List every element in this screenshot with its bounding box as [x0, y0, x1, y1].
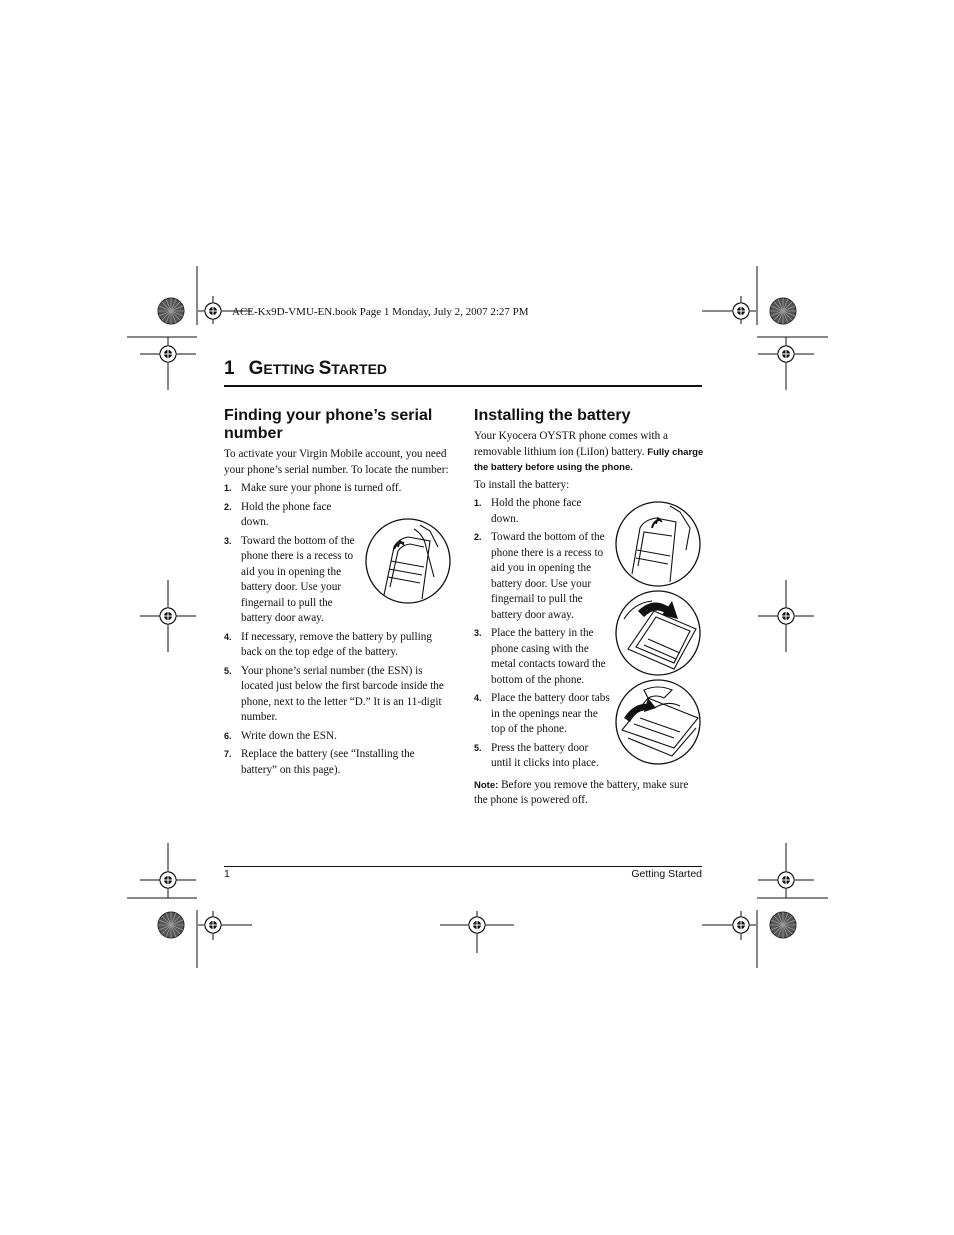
chapter-title-initial-2: S: [318, 358, 332, 379]
chapter-title-rest-1: ETTING: [263, 361, 319, 377]
phone-back-illustration: [364, 517, 452, 605]
section-heading-battery: Installing the battery: [474, 407, 631, 424]
chapter-title-initial-1: G: [248, 358, 264, 379]
chapter-title: [224, 358, 387, 380]
footer-section-title: Getting Started: [631, 868, 702, 880]
list-item: 4. Place the battery door tabs in the openings near the top of the phone.: [474, 692, 610, 735]
battery-intro: Your Kyocera OYSTR phone comes with a removable lithium ion (LiIon) battery. Fully charge the battery before using the phone.: [474, 430, 704, 473]
replace-battery-door-illustration: [614, 678, 702, 766]
footer-rule: [224, 866, 702, 867]
list-item: 2. Toward the bottom of the phone there is a recess to aid you in opening the battery door. Use your fingernail to pull the battery door away.: [474, 531, 605, 621]
chapter-title-rest-2: TARTED: [331, 361, 388, 377]
serial-intro: To activate your Virgin Mobile account, you need your phone’s serial number. To locate the number:: [224, 448, 449, 476]
open-battery-door-illustration: [614, 500, 702, 588]
chapter-rule: [224, 385, 702, 387]
section-heading-serial: Finding your phone’s serial number: [224, 407, 433, 442]
battery-steps: [474, 496, 610, 772]
chapter-number: 1: [224, 358, 235, 379]
list-item: 6. Write down the ESN.: [224, 729, 337, 742]
page-number: 1: [224, 868, 230, 880]
list-item: 3. Place the battery in the phone casing with the metal contacts toward the bottom of the phone.: [474, 627, 606, 686]
list-item: 5. Press the battery door until it clicks into place.: [474, 741, 599, 769]
file-info-line: ACE-Kx9D-VMU-EN.book Page 1 Monday, July 2, 2007 2:27 PM: [232, 306, 529, 318]
battery-lead: To install the battery:: [474, 478, 570, 491]
insert-battery-illustration: [614, 589, 702, 677]
list-item: 5. Your phone’s serial number (the ESN) is located just below the first barcode inside the phone, next to the letter “D.” It is an 11-digit number.: [224, 664, 444, 723]
list-item: 2. Hold the phone face down.: [224, 500, 332, 528]
list-item: 4. If necessary, remove the battery by pulling back on the top edge of the battery.: [224, 630, 432, 658]
battery-note: Note: Before you remove the battery, make sure the phone is powered off.: [474, 778, 689, 806]
list-item: 7. Replace the battery (see “Installing the battery” on this page).: [224, 748, 415, 776]
list-item: 3. Toward the bottom of the phone there is a recess to aid you in opening the battery door. Use your fingernail to pull the battery door away.: [224, 534, 355, 624]
list-item: 1. Make sure your phone is turned off.: [224, 482, 402, 494]
list-item: 1. Hold the phone face down.: [474, 497, 582, 525]
